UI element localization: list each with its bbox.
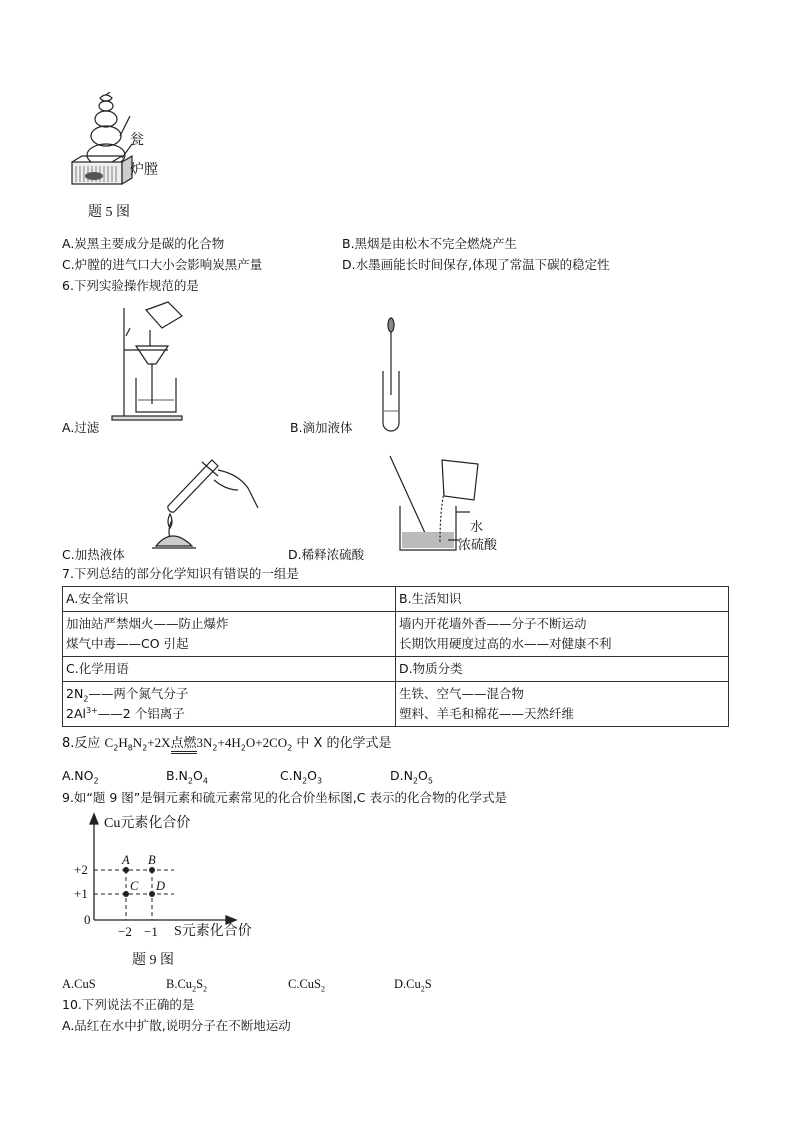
q9-stem: 9.如“题 9 图”是铜元素和硫元素常见的化合价坐标图,C 表示的化合物的化学式是 (62, 790, 507, 805)
q9-option-b: $B.Cu_2S_2$ (166, 977, 208, 994)
label-conc-acid: 浓硫酸 (458, 538, 498, 553)
q6-figure-dropper (376, 315, 406, 435)
q7-b-line1: 墙内开花墙外香——分子不断运动 (399, 616, 587, 631)
label-point-a: A (122, 853, 130, 867)
q6-option-a: A.过滤 (62, 420, 100, 435)
q7-cell-b-body (396, 612, 729, 657)
point-d (149, 891, 155, 897)
q7-b-line2: 长期饮用硬度过高的水——对健康不利 (399, 636, 612, 651)
q9-figure (74, 812, 274, 942)
label-jar: 瓮 (130, 132, 144, 148)
q7-cell-a-head: A.安全常识 (63, 587, 396, 612)
q9-option-a: A.CuS (62, 977, 96, 991)
label-point-b: B (148, 853, 156, 867)
q5-option-d: D.水墨画能长时间保存,体现了常温下碳的稳定性 (342, 257, 610, 272)
q5-option-b: B.黑烟是由松木不完全燃烧产生 (342, 236, 518, 251)
x-axis-label: S元素化合价 (174, 924, 252, 939)
q7-cell-b-head: B.生活知识 (396, 587, 729, 612)
y-tick-plus1: +1 (74, 886, 88, 901)
q10-stem: 10.下列说法不正确的是 (62, 997, 195, 1012)
q8-option-d: $D.N_2O_5$ (390, 768, 433, 786)
label-furnace: 炉膛 (130, 162, 158, 178)
q7-c-line2: $2Al^{3+}——2$ 个铝离子 (66, 705, 185, 721)
label-point-c: C (130, 879, 139, 893)
x-tick-minus2: −2 (118, 924, 132, 939)
q5-caption: 题 5 图 (88, 205, 130, 220)
dropper-testtube (376, 315, 406, 435)
x-tick-minus1: −1 (144, 924, 158, 939)
q9-caption: 题 9 图 (132, 953, 174, 968)
q7-d-line1: 生铁、空气——混合物 (399, 686, 525, 701)
point-c (123, 891, 129, 897)
q5-option-c: C.炉膛的进气口大小会影响炭黑产量 (62, 257, 263, 272)
q6-option-b: B.滴加液体 (290, 420, 353, 435)
q6-option-c: C.加热液体 (62, 547, 125, 562)
q5-option-a: A.炭黑主要成分是碳的化合物 (62, 236, 225, 251)
q6-option-d: D.稀释浓硫酸 (288, 547, 365, 562)
q7-cell-d-body (396, 682, 729, 727)
q6-figure-heating (142, 450, 262, 558)
q7-cell-a-body (63, 612, 396, 657)
q10-option-a: A.品红在水中扩散,说明分子在不断地运动 (62, 1018, 291, 1033)
heating-testtube (142, 450, 262, 558)
q8-option-c: $C.N_2O_3$ (280, 768, 323, 786)
q6-figure-dilution (384, 452, 498, 554)
reaction-condition: 点燃 (171, 736, 197, 754)
label-point-d: D (156, 879, 166, 893)
q8-stem: 8.反应 $C_2H_8N_2+2X$点燃$3N_2+4H_2O+2CO_2$ 中 X 的化学式是 (62, 735, 392, 753)
q9-option-d: $D.Cu_2S$ (394, 977, 432, 994)
q8-option-b: $B.N_2O_4$ (166, 768, 208, 786)
q7-cell-c-body (63, 682, 396, 727)
q7-c-line1: $2N_2——$两个氮气分子 (66, 686, 189, 704)
q6-figure-filtration (98, 300, 198, 422)
q7-table (62, 586, 729, 727)
q5-figure (66, 92, 196, 192)
y-tick-plus2: +2 (74, 862, 88, 877)
q7-cell-d-head: D.物质分类 (396, 657, 729, 682)
q7-stem: 7.下列总结的部分化学知识有错误的一组是 (62, 566, 299, 581)
q7-a-line2: 煤气中毒——CO 引起 (66, 636, 189, 651)
y-tick-zero: 0 (84, 912, 91, 927)
q6-stem: 6.下列实验操作规范的是 (62, 278, 199, 293)
q7-a-line1: 加油站严禁烟火——防止爆炸 (66, 616, 229, 631)
q9-option-c: C.CuS$_2$ (288, 977, 326, 994)
label-water: 水 (470, 520, 484, 535)
filtration-apparatus (98, 300, 198, 422)
y-axis-label: Cu元素化合价 (104, 816, 191, 831)
q7-d-line2: 塑料、羊毛和棉花——天然纤维 (399, 706, 575, 721)
q7-cell-c-head: C.化学用语 (63, 657, 396, 682)
q8-option-a: $A.NO_2$ (62, 768, 99, 786)
